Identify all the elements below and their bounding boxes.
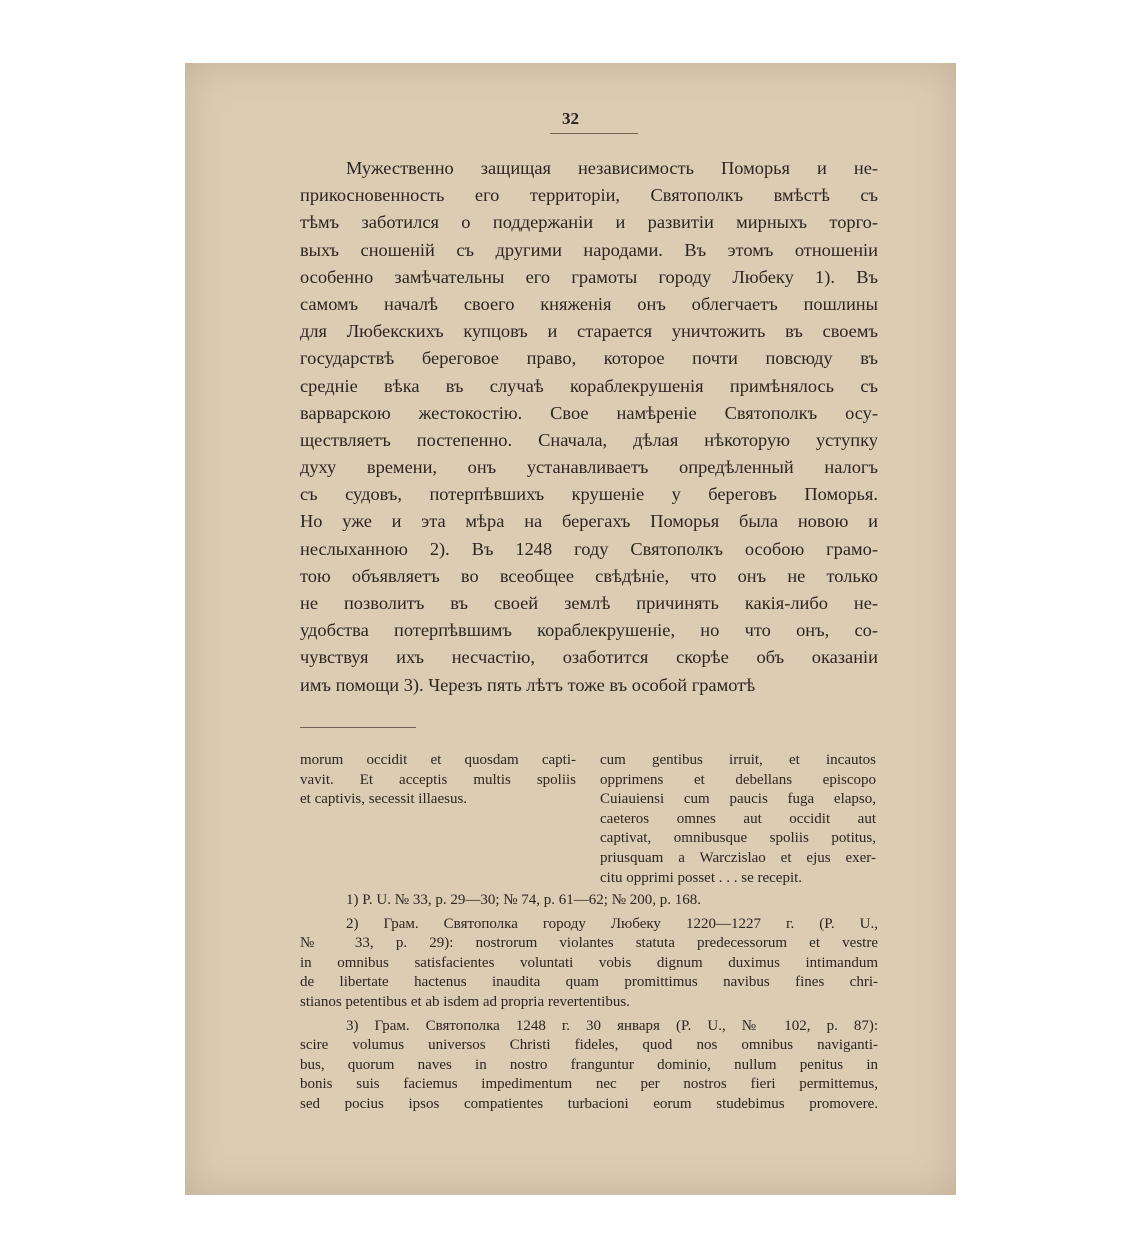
body-line: Мужественно защищая независимость Поморья и не- <box>346 158 878 178</box>
footnote-rule <box>300 727 416 728</box>
footnote-2 <box>300 915 878 1013</box>
footnote-line: bonis suis faciemus impedimentum nec per nostros fieri permittemus, <box>300 1076 878 1093</box>
body-line: тою объявляетъ во всеобщее свѣдѣнiе, что онъ не только <box>300 565 878 586</box>
quote-line: et captivis, secessit illaesus. <box>300 791 468 808</box>
latin-quote-right-column <box>600 751 876 888</box>
quote-line: caeteros omnes aut occidit aut <box>600 810 876 827</box>
body-line: имъ помощи 3). Черезъ пять лѣтъ тоже въ особой грамотѣ <box>300 674 756 695</box>
body-line: неслыханною 2). Въ 1248 году Святополкъ особою грамо- <box>300 538 878 559</box>
footnote-line: 1) P. U. № 33, p. 29—30; № 74, p. 61—62; № 200, p. 168. <box>346 892 702 908</box>
quote-line: morum occidit et quosdam capti- <box>300 752 576 768</box>
body-line: чувствуя ихъ несчастiю, озаботится скорѣе объ оказанiи <box>300 647 878 668</box>
body-line: государствѣ береговое право, которое почти повсюду въ <box>300 348 878 369</box>
body-line: для Любекскихъ купцовъ и старается уничтожить въ своемъ <box>300 321 878 342</box>
quote-line: vavit. Et acceptis multis spoliis <box>300 771 576 788</box>
body-line: духу времени, онъ устанавливаетъ опредѣленный налогъ <box>300 457 878 478</box>
footnote-line: stianos petentibus et ab isdem ad propria revertentibus. <box>300 993 630 1010</box>
footnote-line: scire volumus universos Christi fideles, quod nos omnibus naviganti- <box>300 1037 878 1054</box>
header-rule <box>550 133 638 134</box>
footnote-line: № 33, p. 29): nostrorum violantes statuta predecessorum et vestre <box>300 935 878 952</box>
body-line: Но уже и эта мѣра на берегахъ Поморья была новою и <box>300 511 878 532</box>
footnotes <box>300 891 878 1119</box>
body-line: особенно замѣчательны его грамоты городу Любеку 1). Въ <box>300 266 878 287</box>
footnote-line: in omnibus satisfacientes voluntati vobis dignum duximus intimandum <box>300 954 878 971</box>
quote-line: citu opprimi posset . . . se recepit. <box>600 869 803 886</box>
footnote-line: de libertate hactenus inaudita quam promittimus navibus fines chri- <box>300 974 878 991</box>
quote-line: Cuiauiensi cum paucis fuga elapso, <box>600 791 876 808</box>
body-line: съ судовъ, потерпѣвшихъ крушенiе у береговъ Поморья. <box>300 484 878 505</box>
footnote-line: 3) Грам. Святополка 1248 г. 30 января (P. U., № 102, p. 87): <box>346 1017 878 1034</box>
footnote-3 <box>300 1017 878 1115</box>
footnote-line: 2) Грам. Святополка городу Любеку 1220—1227 г. (P. U., <box>346 915 878 932</box>
body-line: не позволитъ въ своей землѣ причинять какiя-либо не- <box>300 593 878 613</box>
body-line: выхъ сношенiй съ другими народами. Въ этомъ отношенiи <box>300 239 878 260</box>
body-line: ществляетъ постепенно. Сначала, дѣлая нѣкоторую уступку <box>300 429 878 450</box>
body-paragraph <box>300 155 878 699</box>
latin-quote-left-column <box>300 751 576 810</box>
body-line: прикосновенность его территорiи, Святополкъ вмѣстѣ съ <box>300 185 878 206</box>
page-number: 32 <box>562 109 579 128</box>
quote-line: captivat, omnibusque spoliis potitus, <box>600 830 876 847</box>
quote-line: opprimens et debellans episcopo <box>600 771 876 788</box>
body-line: удобства потерпѣвшимъ кораблекрушенiе, но что онъ, со- <box>300 620 878 641</box>
footnote-line: bus, quorum naves in nostro franguntur dominio, nullum penitus in <box>300 1056 878 1073</box>
body-line: тѣмъ заботился о поддержанiи и развитiи мирныхъ торго- <box>300 212 878 233</box>
footnote-1 <box>300 891 878 911</box>
footnote-line: sed pocius ipsos compatientes turbacioni eorum studebimus promovere. <box>300 1095 878 1112</box>
quote-line: cum gentibus irruit, et incautos <box>600 752 876 768</box>
quote-line: priusquam a Warczislao et ejus exer- <box>600 849 876 866</box>
book-page <box>185 63 956 1195</box>
body-line: среднiе вѣка въ случаѣ кораблекрушенiя примѣнялось съ <box>300 375 878 396</box>
body-line: самомъ началѣ своего княженiя онъ облегчаетъ пошлины <box>300 293 878 314</box>
body-line: варварскою жестокостiю. Свое намѣренiе Святополкъ осу- <box>300 402 878 423</box>
